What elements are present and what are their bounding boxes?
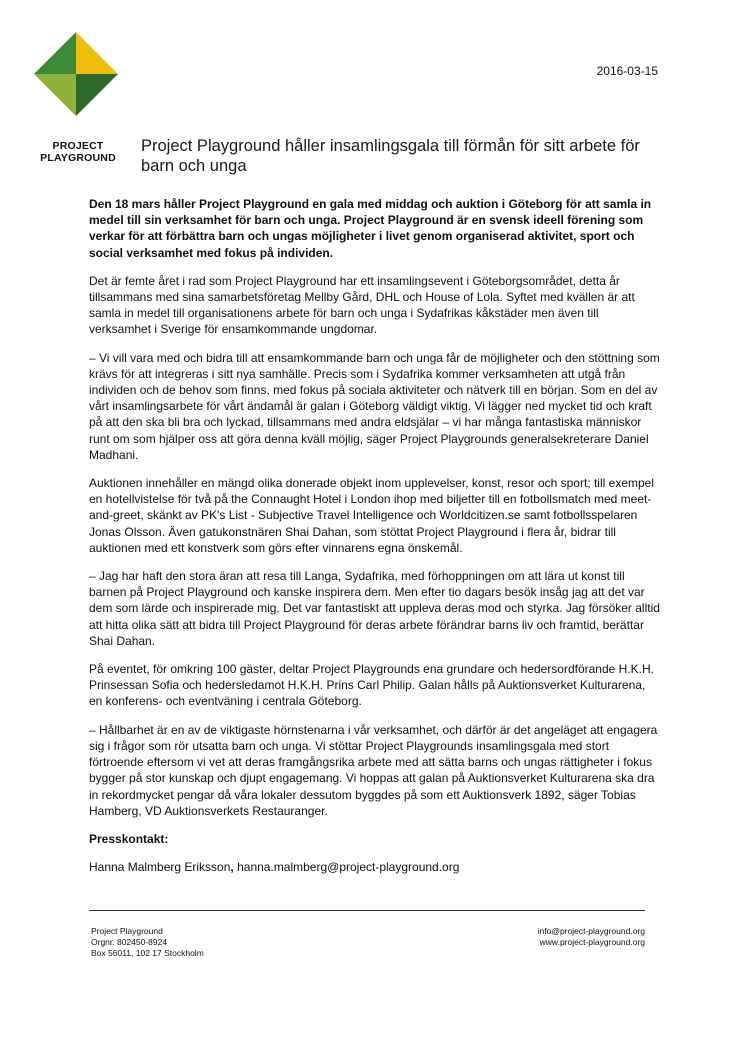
logo-line-1: PROJECT bbox=[52, 140, 104, 152]
lead-paragraph: Den 18 mars håller Project Playground en gala med middag och auktion i Göteborg för att samla in medel till sin verksamhet för barn och unga. Project Playground är en svensk ideell förening som verkar för att förbättra barn och ungas möjligheter i livet genom organiserad aktivitet, sport och social verksamhet med fokus på individen. bbox=[89, 197, 652, 260]
logo-quad-right bbox=[76, 32, 118, 74]
logo-line-2: PLAYGROUND bbox=[40, 152, 116, 164]
headline: Project Playground håller insamlingsgala till förmån för sitt arbete för barn och unga bbox=[141, 137, 640, 175]
footer-email[interactable]: info@project-playground.org bbox=[537, 926, 645, 936]
press-contact-separator: , bbox=[230, 860, 234, 875]
footer-org-number: Orgnr. 802450-8924 bbox=[91, 937, 168, 947]
footer-org-name: Project Playground bbox=[91, 926, 163, 936]
logo-quad-left bbox=[34, 74, 76, 116]
footer-divider bbox=[89, 910, 645, 911]
paragraph: På eventet, för omkring 100 gäster, deltar Project Playgrounds ena grundare och hedersordförande H.K.H. Prinsessan Sofia och hedersledamot H.K.H. Prins Carl Philip. Galan hålls på Auktionsverket Kulturarena, en konferens- och eventväning i centrala Göteborg. bbox=[89, 662, 654, 709]
footer-website[interactable]: www.project-playground.org bbox=[539, 937, 645, 947]
press-contact-email[interactable]: hanna.malmberg@project-playground.org bbox=[237, 860, 460, 875]
paragraph: – Jag har haft den stora äran att resa till Langa, Sydafrika, med förhoppningen om att lära ut konst till barnen på Project Playground och kanske inspirera dem. Men efter tio dagars besök insåg jag att det var dem som lärde och inspirerade mig. Det var fantastiskt att uppleva deras mod och styrka. Jag försöker alltid att hitta olika sätt att bidra till Project Playground för deras arbete förändrar barns liv och framtid, berättar Shai Dahan. bbox=[89, 569, 660, 648]
project-playground-logo bbox=[34, 32, 118, 116]
footer-address bbox=[91, 926, 204, 959]
paragraph: Auktionen innehåller en mängd olika donerade objekt inom upplevelser, konst, resor och sport; till exempel en hotellvistelse för två på the Connaught Hotel i London ihop med biljetter till en fotbollsmatch med meet-and-greet, skänkt av PK's List - Subjective Travel Intelligence och Worldcitizen.se samt fotbollsspelaren Jonas Olsson. Även gatukonstnären Shai Dahan, som stöttat Project Playground i flera år, bidrar till auktionen med ett konstverk som görs efter vinnarens egna önskemål. bbox=[89, 476, 654, 555]
document-date: 2016-03-15 bbox=[596, 64, 658, 78]
press-contact-label: Presskontakt: bbox=[89, 831, 169, 846]
article-body bbox=[89, 196, 661, 887]
footer-postal-address: Box 56011, 102 17 Stockholm bbox=[91, 948, 204, 958]
paragraph: – Hållbarhet är en av de viktigaste hörnstenarna i vår verksamhet, och därför är det angeläget att engagera sig i frågor som rör utsatta barn och unga. Vi stöttar Project Playgrounds insamlingsgala med stort förtroende eftersom vi vet att deras framgångsrika arbete med att sätta barns och ungas rättigheter i fokus bygger på stor kunskap och djupt engagemang. Vi hoppas att galan på Auktionsverket Kulturarena ska dra in rekordmycket pengar då våra lokaler dessutom byggdes på som ett Auktionsverk 1892, säger Tobias Hamberg, VD Auktionsverkets Restauranger. bbox=[89, 722, 658, 818]
paragraph: Det är femte året i rad som Project Playground har ett insamlingsevent i Göteborgsområdet, detta år tillsammans med sina samarbetsföretag Mellby Gård, DHL och House of Lola. Syftet med kvällen är att samla in medel till organisationens arbete för barn och unga i Sydafrikas kåkstäder men även till verksamhet i Sverige för ensamkommande ungdomar. bbox=[89, 273, 635, 337]
logo-quad-bottom bbox=[76, 74, 118, 116]
logo-wordmark bbox=[30, 140, 126, 164]
paragraph: – Vi vill vara med och bidra till att ensamkommande barn och unga får de möjligheter och den stöttning som krävs för att integreras i sitt nya samhälle. Precis som i Sydafrika kommer verksamheten att utgå från individen och de behov som finns, med fokus på sociala aktiviteter och nätverk till en början. Som en del av vårt insamlingsarbete för vårt ändamål är galan i Göteborg väldigt viktig. Vi lägger ned mycket tid och kraft på att den ska bli bra och lyckad, tillsammans med andra eldsjälar – vi har många fantastiska människor runt om som hjälper oss att göra denna kväll möjlig, säger Project Playgrounds generalsekreterare Daniel Madhani. bbox=[89, 350, 660, 462]
footer-contact bbox=[538, 926, 645, 948]
press-contact-name: Hanna Malmberg Eriksson bbox=[89, 860, 231, 875]
logo-quad-top bbox=[34, 32, 76, 74]
press-contact bbox=[89, 859, 661, 875]
